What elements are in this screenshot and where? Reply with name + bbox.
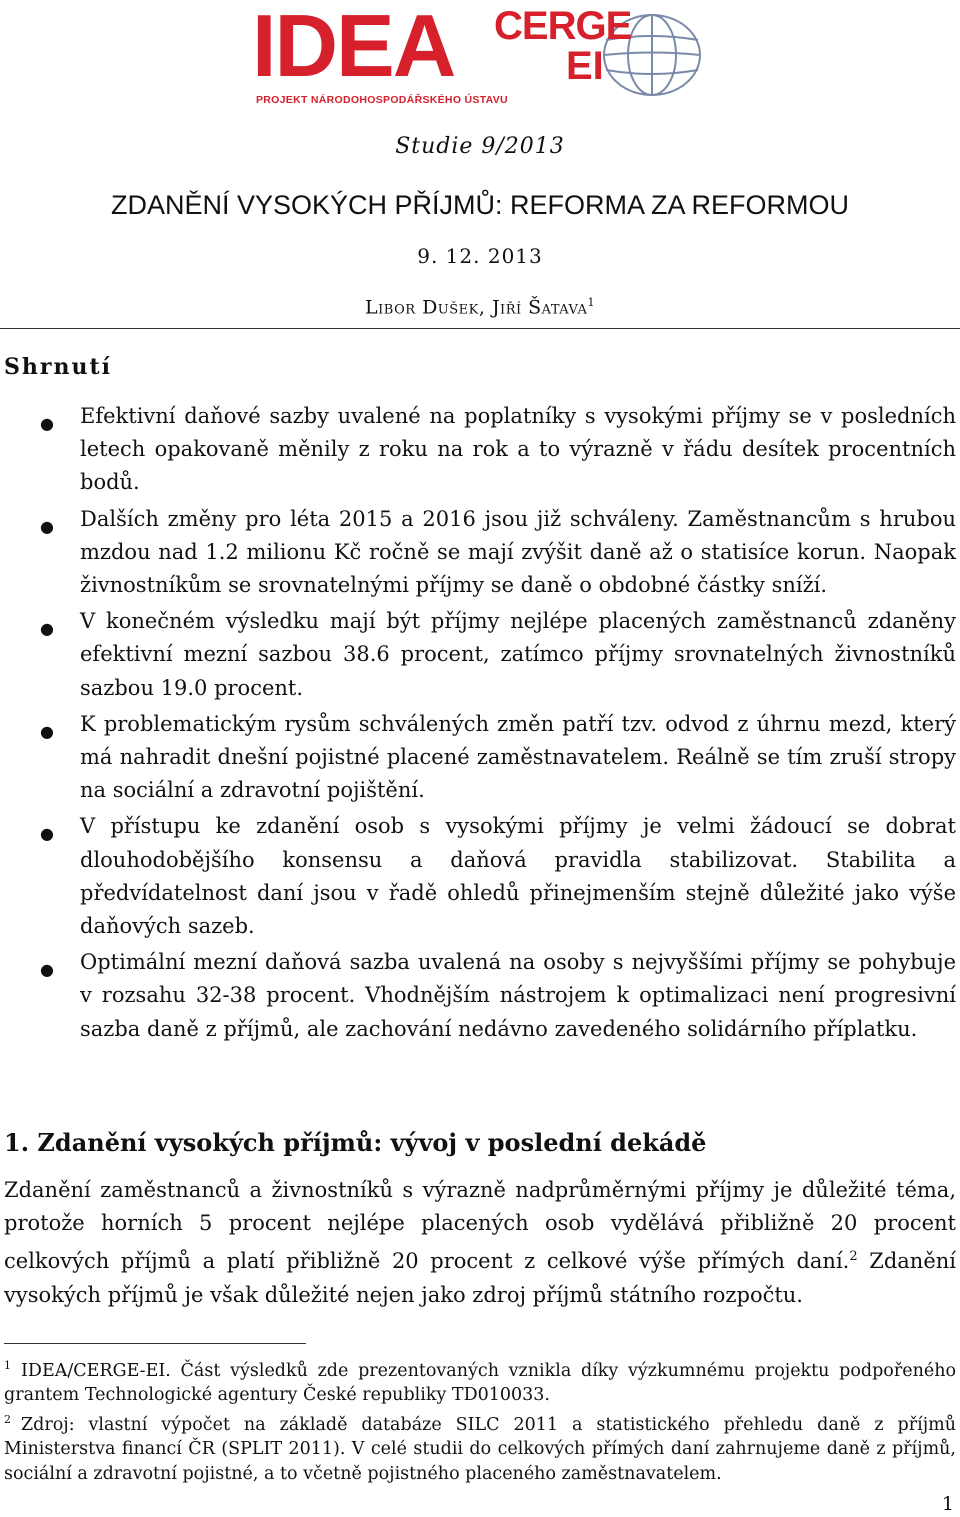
header-divider: [0, 328, 960, 329]
bullet-icon: ●: [40, 516, 54, 536]
summary-bullet: [0, 605, 960, 705]
footnote-text: Zdroj: vlastní výpočet na základě databáze SILC 2011 a statistického přehledu daně z příjmů Ministerstva financí ČR (SPLIT 2011). V celé studii do celkových přímých daní zahrnujeme daně z příjmů, sociální a zdravotní pojistné, a to včetně pojistného placeného zaměstnavatelem.: [4, 1414, 956, 1484]
document-title: ZDANĚNÍ VYSOKÝCH PŘÍJMŮ: REFORMA ZA REFORMOU: [110, 190, 850, 220]
logo-ei-text: EI: [566, 44, 604, 88]
bullet-icon: ●: [40, 619, 54, 639]
authors-footnote-ref[interactable]: 1: [587, 296, 595, 309]
summary-bullet: [0, 503, 960, 603]
summary-bullet-text: V konečném výsledku mají být příjmy nejlépe placených zaměstnanců zdaněny efektivní mezní sazbou 38.6 procent, zatímco příjmy srovnatelných živnostníků sazbou 19.0 procent.: [80, 609, 956, 700]
summary-bullet-text: Efektivní daňové sazby uvalené na poplatníky s vysokými příjmy se v posledních letech opakovaně měnily z roku na rok a to výrazně v řádu desítek procentních bodů.: [80, 404, 956, 495]
summary-list: [0, 400, 960, 1049]
logo: [248, 2, 718, 112]
bullet-icon: ●: [40, 414, 54, 433]
footnote: [4, 1408, 956, 1486]
summary-bullet-text: Dalších změny pro léta 2015 a 2016 jsou již schváleny. Zaměstnancům s hrubou mzdou nad 1.2 milionu Kč ročně se mají zvýšit daně až o statisíce korun. Naopak živnostníkům se srovnatelnými příjmy se daně o obdobné částky sníží.: [80, 506, 956, 598]
summary-bullet: [0, 708, 960, 808]
bullet-icon: ●: [40, 721, 54, 741]
authors: [0, 296, 960, 318]
authors-names: Libor Dušek, Jiří Šatava: [365, 296, 588, 319]
footnote-text: IDEA/CERGE-EI. Část výsledků zde prezentovaných vznikla díky výzkumnému projektu podpořeného grantem Technologické agentury České republiky TD010033.: [4, 1360, 956, 1406]
summary-bullet: [0, 810, 960, 943]
summary-bullet-text: Optimální mezní daňová sazba uvalená na osoby s nejvyššími příjmy se pohybuje v rozsahu 32-38 procent. Vhodnějším nástrojem k optimalizaci není progresivní sazba daně z příjmů, ale zachování nedávno zavedeného solidárního příplatku.: [80, 950, 956, 1041]
bullet-icon: ●: [40, 960, 54, 980]
page-number: 1: [941, 1493, 954, 1515]
footnote-number: 1: [4, 1359, 11, 1372]
footnote-ref[interactable]: 2: [849, 1249, 858, 1265]
logo-idea-text: IDEA: [252, 0, 455, 95]
logo-subtitle: PROJEKT NÁRODOHOSPODÁŘSKÉHO ÚSTAVU: [256, 94, 508, 106]
footnote: [4, 1354, 956, 1408]
section-paragraph-text: Zdanění zaměstnanců a živnostníků s výrazně nadprůměrnými příjmy je důležité téma, protože horních 5 procent nejlépe placených osob vydělává přibližně 20 procent celkových příjmů a platí přibližně 20 procent z celkové výše přímých daní.: [4, 1178, 956, 1274]
summary-bullet-text: V přístupu ke zdanění osob s vysokými příjmy je velmi žádoucí se dobrat dlouhodobějšího konsensu a daňová pravidla stabilizovat. Stabilita a předvídatelnost daní jsou v řadě ohledů přinejmenším stejně důležité jako výše daňových sazeb.: [80, 814, 956, 939]
summary-bullet-text: K problematickým rysům schválených změn patří tzv. odvod z úhrnu mezd, který má nahradit dnešní pojistné placené zaměstnavatelem. Reálně se tím zruší stropy na sociální a zdravotní pojištění.: [80, 711, 956, 803]
summary-bullet: [0, 946, 960, 1046]
logo-cerge-text: CERGE: [494, 4, 632, 48]
section-paragraph: [4, 1174, 956, 1312]
document-date: 9. 12. 2013: [417, 244, 543, 268]
footnote-number: 2: [4, 1412, 11, 1426]
study-number: [0, 134, 960, 159]
section-heading: 1. Zdanění vysokých příjmů: vývoj v poslední dekádě: [4, 1128, 707, 1157]
section-paragraph-text-cont: Zdanění vysokých příjmů je však důležité nejen jako zdroj příjmů státního rozpočtu.: [4, 1249, 956, 1307]
footnotes: [4, 1354, 956, 1486]
summary-bullet: [0, 400, 960, 500]
summary-heading: Shrnutí: [4, 354, 112, 380]
study-number-text: Studie 9/2013: [395, 134, 565, 159]
bullet-icon: ●: [40, 824, 54, 844]
footnote-divider: [4, 1343, 306, 1344]
